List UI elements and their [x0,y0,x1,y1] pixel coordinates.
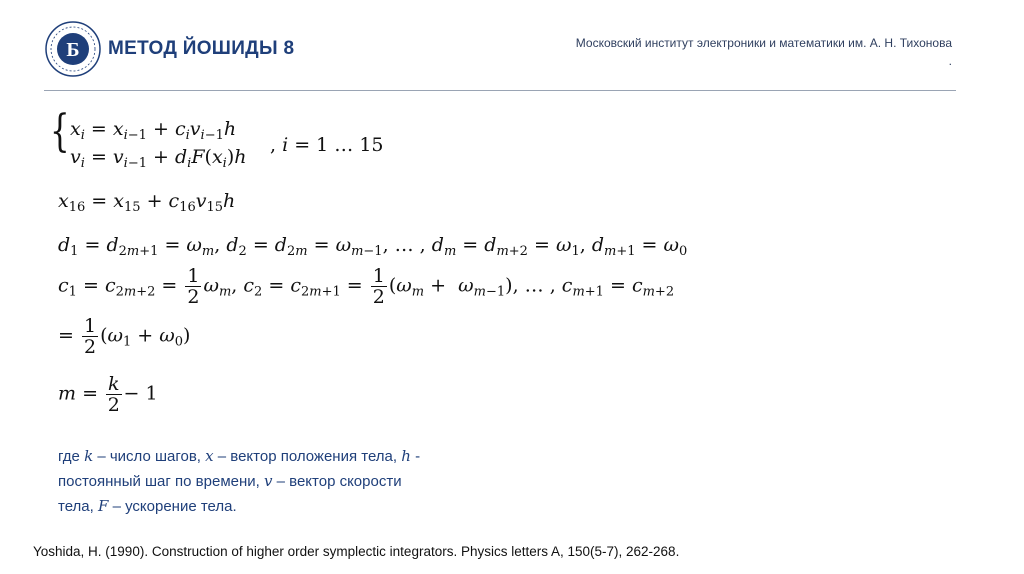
system-brace: { [50,106,70,157]
logo-letter: Б [66,39,80,61]
institute-dot: . [948,54,952,68]
header-divider [44,90,956,91]
equation-x16: $x_{16} = x_{15} + c_{16}v_{15}h$ [58,190,236,215]
reference-citation: Yoshida, H. (1990). Construction of higher order symplectic integrators. Physics letters A, 150(5-7), 262-268. [33,544,680,559]
equation-c: $c_1 = c_{2m+2}$ = $\frac{1}{2}$ $\omega_m$, $c_2 = c_{2m+1}$ = $\frac{1}{2}$ $(\omega_m + \omega_{m-1})$, … , $c_{m+1} = c_{m+2}$ [58,265,675,308]
equation-c-cont: = $\frac{1}{2}$ $(\omega_1 + \omega_0)$ [58,315,191,358]
equation-range: , i = 1 … 15 [270,134,384,156]
hse-logo-icon [44,20,102,78]
slide-title: МЕТОД ЙОШИДЫ 8 [108,38,295,59]
variable-description: где k – число шагов, x – вектор положения тела, h - постоянный шаг по времени, v – вектор скорости тела, F – ускорение тела. [58,447,421,515]
equation-v-i: $v_i = v_{i-1} + d_iF(x_i)h$ [70,146,247,171]
equation-m: m = $\frac{k}{2}$ − 1 [58,373,158,416]
institute-name: Московский институт электроники и математики им. А. Н. Тихонова [575,36,952,50]
equation-x-i: $x_i = x_{i-1} + c_iv_{i-1}h$ [70,118,237,143]
equation-d: $d_1 = d_{2m+1} = \omega_m$, $d_2 = d_{2m} = \omega_{m-1}$, … , $d_m = d_{m+2} = \omega_1$, $d_{m+1} = \omega_0$ [58,234,688,259]
